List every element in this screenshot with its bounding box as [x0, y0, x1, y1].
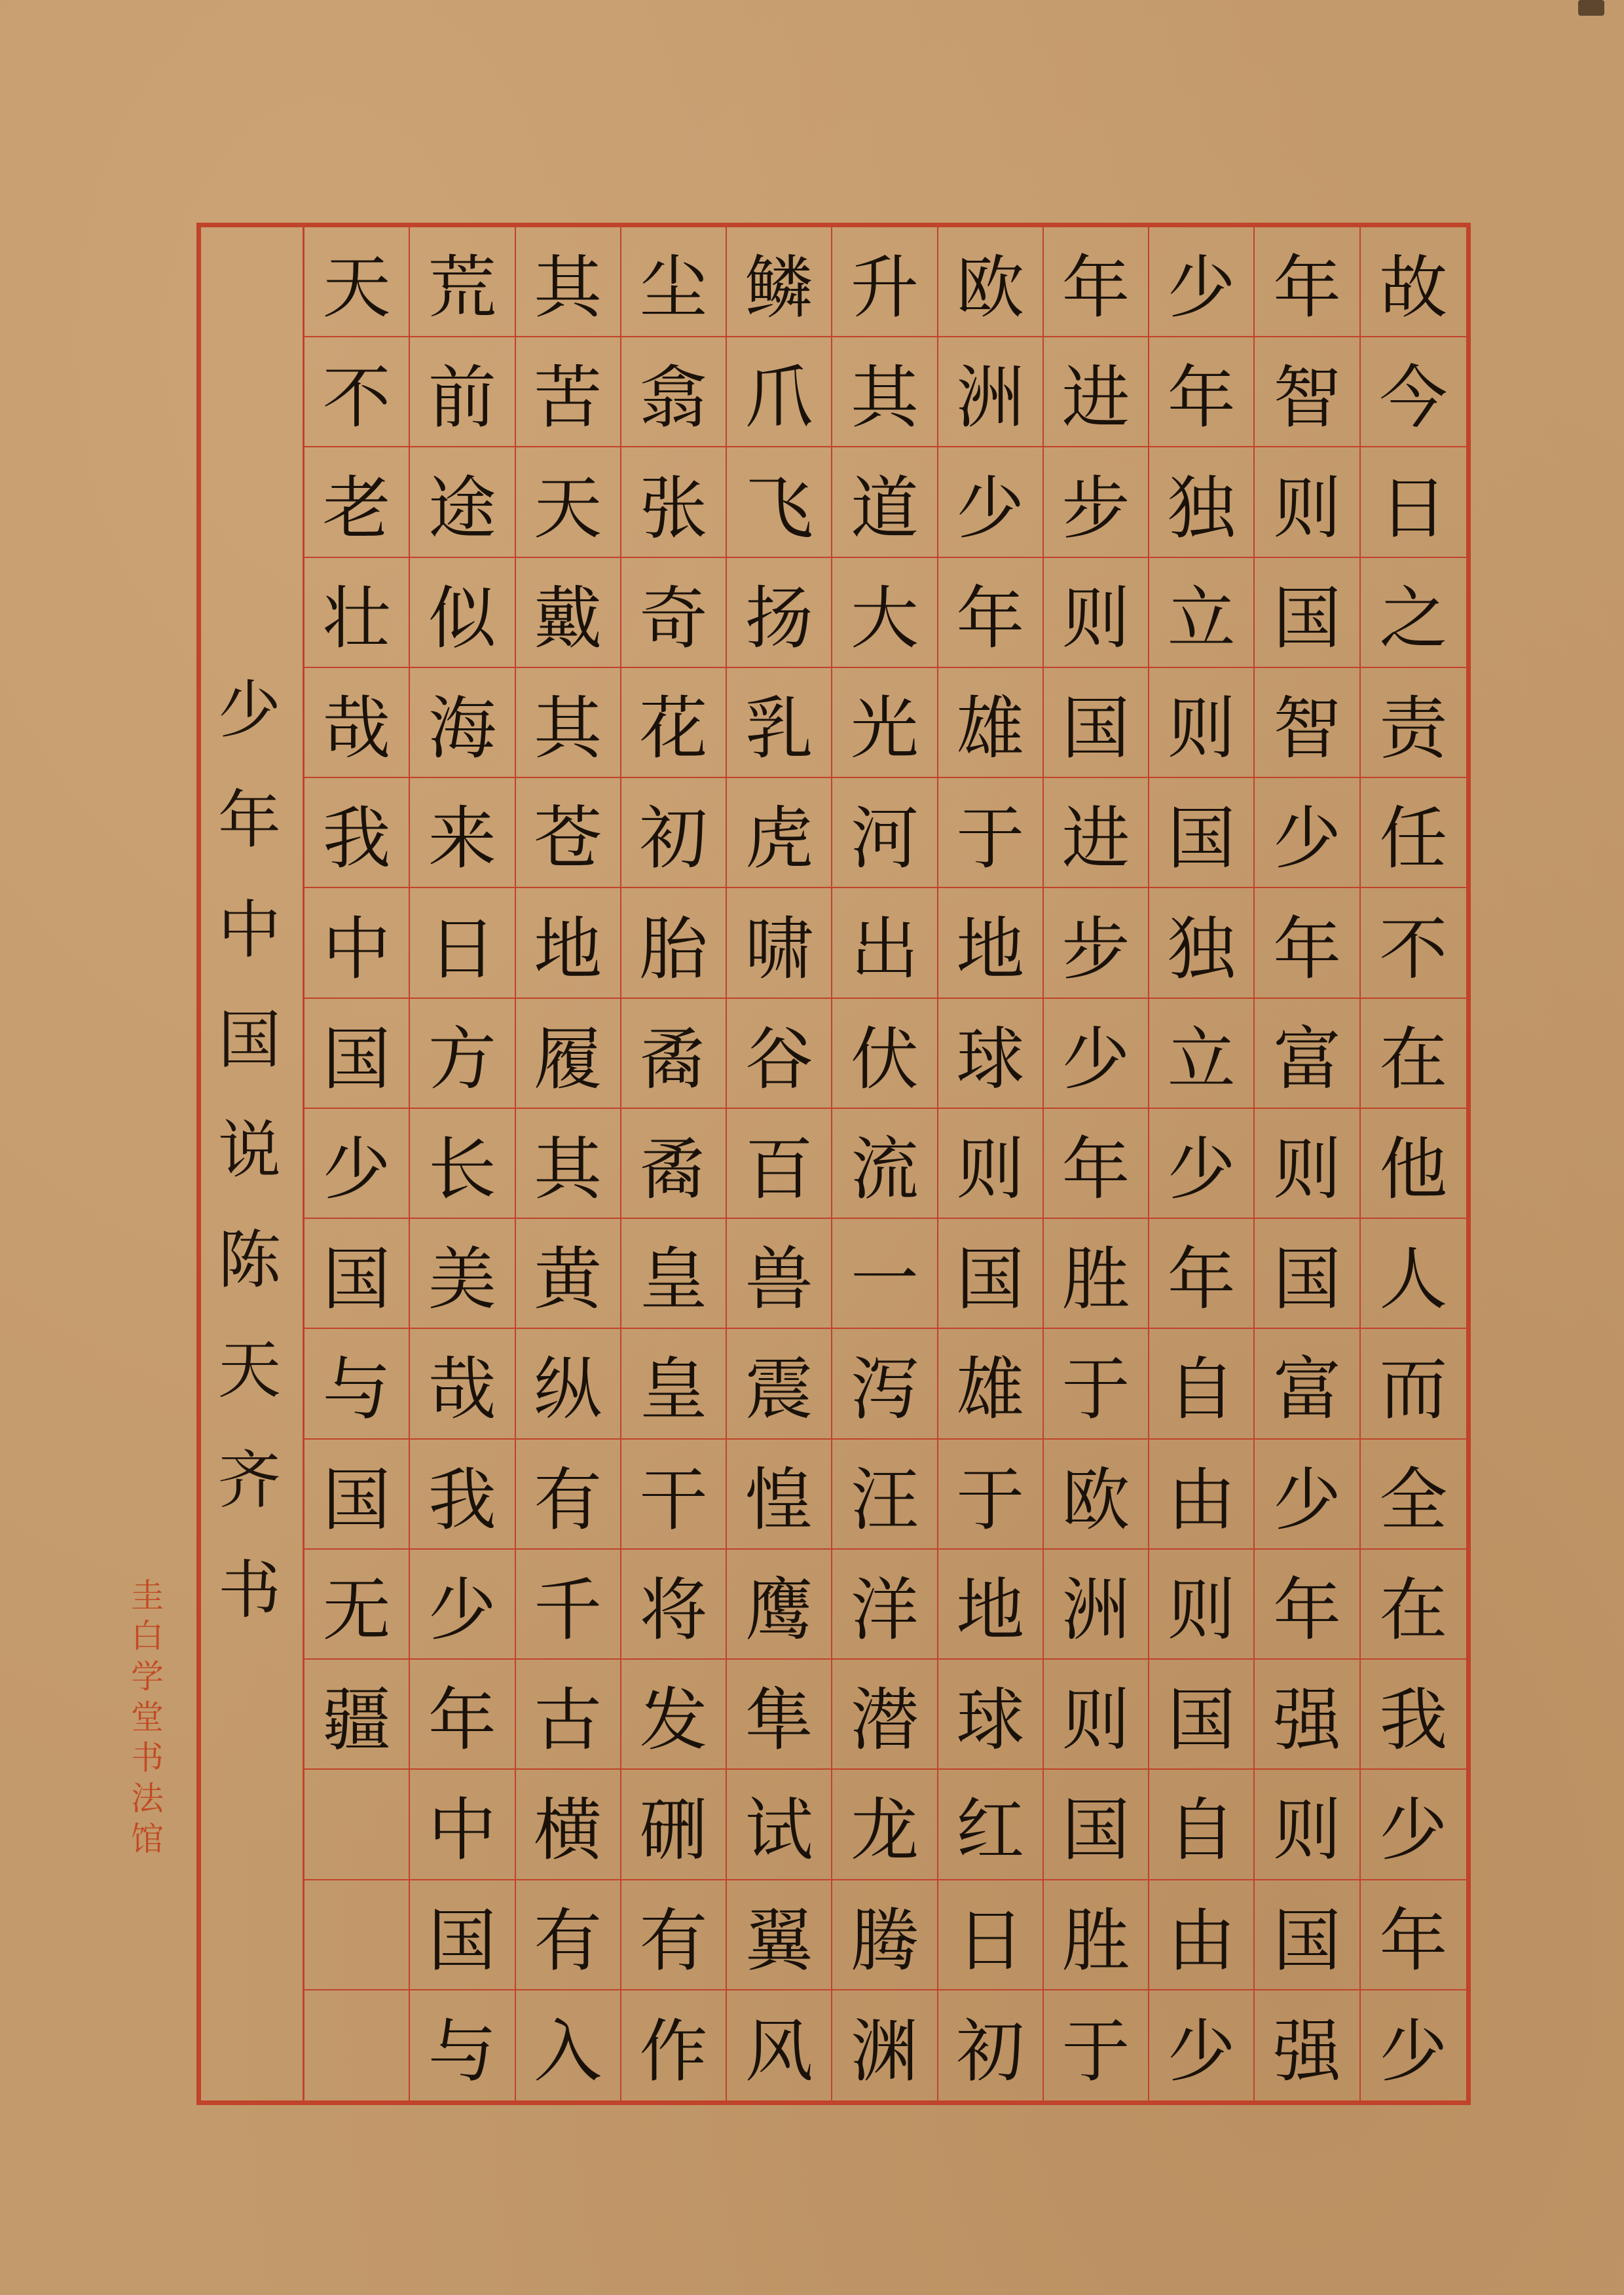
character-cell: 年 [1044, 1109, 1148, 1219]
character-cell: 故 [1361, 227, 1466, 337]
character-cell: 全 [1361, 1440, 1466, 1550]
character-cell: 则 [1255, 1770, 1359, 1880]
signature-character: 书 [218, 1554, 281, 1627]
character-cell: 雄 [938, 668, 1043, 778]
character-cell: 谷 [727, 999, 831, 1109]
character-cell: 花 [621, 668, 726, 778]
character-cell: 风 [745, 2011, 813, 2091]
grid-column [410, 227, 515, 2100]
signature-column [196, 655, 303, 1645]
grid-column [832, 227, 938, 2100]
character-cell: 爪 [727, 337, 831, 447]
character-cell: 无 [304, 1550, 409, 1660]
character-cell: 方 [410, 999, 514, 1109]
character-cell: 兽 [727, 1219, 831, 1329]
character-cell: 有 [621, 1880, 726, 1990]
character-cell: 地 [938, 1550, 1043, 1660]
character-cell: 升 [832, 227, 936, 337]
character-cell: 少 [1255, 778, 1359, 888]
character-cell: 则 [1255, 1109, 1359, 1219]
character-cell: 少 [1379, 2011, 1448, 2091]
character-cell: 中 [410, 1770, 514, 1880]
character-cell: 翼 [727, 1880, 831, 1990]
grid-column [1255, 227, 1360, 2100]
character-cell: 智 [1255, 668, 1359, 778]
character-cell: 独 [1149, 447, 1253, 557]
character-cell: 富 [1255, 1329, 1359, 1439]
character-cell: 矞 [621, 1109, 726, 1219]
grid-column [1361, 227, 1466, 2100]
seal-character: 书 [131, 1739, 164, 1777]
character-cell: 壮 [304, 558, 409, 668]
character-cell: 隼 [727, 1660, 831, 1770]
corner-ink-mark [1578, 0, 1604, 16]
character-cell: 红 [938, 1770, 1043, 1880]
character-cell: 国 [304, 999, 409, 1109]
character-cell: 立 [1149, 558, 1253, 668]
character-cell: 老 [304, 447, 409, 557]
character-cell: 长 [410, 1109, 514, 1219]
character-cell: 将 [621, 1550, 726, 1660]
character-cell: 黄 [516, 1219, 620, 1329]
signature-character: 少 [218, 673, 281, 747]
character-cell: 皇 [621, 1329, 726, 1439]
character-cell: 矞 [621, 999, 726, 1109]
character-cell: 龙 [832, 1770, 936, 1880]
character-cell: 来 [410, 778, 514, 888]
character-cell: 光 [832, 668, 936, 778]
character-cell: 少 [1044, 999, 1148, 1109]
seal-character: 堂 [131, 1698, 164, 1736]
character-cell: 国 [1255, 558, 1359, 668]
grid-column [727, 227, 832, 2100]
character-cell: 自 [1149, 1329, 1253, 1439]
character-cell: 啸 [727, 888, 831, 998]
character-cell: 年 [938, 558, 1043, 668]
character-cell: 张 [621, 447, 726, 557]
character-cell: 年 [410, 1660, 514, 1770]
character-cell: 立 [1149, 999, 1253, 1109]
character-cell [304, 1880, 409, 1990]
character-cell: 乳 [727, 668, 831, 778]
character-cell: 潜 [832, 1660, 936, 1770]
character-cell: 千 [516, 1550, 620, 1660]
character-cell: 独 [1149, 888, 1253, 998]
character-cell: 则 [938, 1109, 1043, 1219]
character-cell: 年 [1044, 227, 1148, 337]
character-cell [304, 1770, 409, 1880]
character-cell: 前 [410, 337, 514, 447]
grid-column [516, 227, 621, 2100]
character-cell: 国 [1255, 1219, 1359, 1329]
signature-character: 国 [218, 1003, 281, 1077]
character-cell: 年 [1149, 1219, 1253, 1329]
character-cell: 翕 [621, 337, 726, 447]
character-cell: 今 [1361, 337, 1466, 447]
character-cell: 伏 [832, 999, 936, 1109]
character-cell: 自 [1149, 1770, 1253, 1880]
character-cell: 国 [304, 1219, 409, 1329]
character-cell: 海 [410, 668, 514, 778]
character-cell: 胜 [1044, 1880, 1148, 1990]
character-cell: 雄 [938, 1329, 1043, 1439]
signature-character: 天 [218, 1334, 281, 1407]
character-cell: 胜 [1044, 1219, 1148, 1329]
character-cell: 途 [410, 447, 514, 557]
character-cell: 与 [304, 1329, 409, 1439]
character-cell: 天 [304, 227, 409, 337]
character-cell: 少 [1255, 1440, 1359, 1550]
character-cell: 我 [410, 1440, 514, 1550]
character-cell: 疆 [304, 1660, 409, 1770]
character-cell: 惶 [727, 1440, 831, 1550]
character-cell: 于 [1061, 2011, 1130, 2091]
seal-character: 法 [131, 1780, 164, 1818]
character-cell: 国 [1149, 1660, 1253, 1770]
character-cell: 于 [938, 778, 1043, 888]
character-cell: 其 [832, 337, 936, 447]
character-cell: 河 [832, 778, 936, 888]
signature-character: 齐 [218, 1444, 281, 1517]
character-cell: 扬 [727, 558, 831, 668]
seal-character: 学 [131, 1658, 164, 1696]
character-cell: 有 [516, 1880, 620, 1990]
character-cell: 国 [1044, 668, 1148, 778]
signature-character: 年 [218, 783, 281, 857]
character-cell: 洲 [1044, 1550, 1148, 1660]
character-cell: 美 [410, 1219, 514, 1329]
character-cell: 步 [1044, 447, 1148, 557]
character-cell: 欧 [1044, 1440, 1148, 1550]
character-cell: 震 [727, 1329, 831, 1439]
character-cell: 初 [956, 2011, 1025, 2091]
character-cell: 富 [1255, 999, 1359, 1109]
character-cell: 一 [832, 1219, 936, 1329]
character-cell: 年 [1255, 888, 1359, 998]
character-cell: 鳞 [727, 227, 831, 337]
grid-column [304, 227, 410, 2100]
character-cell [304, 1990, 409, 2100]
character-cell: 国 [938, 1219, 1043, 1329]
character-cell: 哉 [410, 1329, 514, 1439]
character-cell: 日 [938, 1880, 1043, 1990]
character-cell: 少 [1361, 1770, 1466, 1880]
character-cell: 作 [639, 2011, 708, 2091]
character-cell: 任 [1361, 778, 1466, 888]
character-cell: 入 [534, 2011, 602, 2091]
character-cell: 而 [1361, 1329, 1466, 1439]
character-cell: 苍 [516, 778, 620, 888]
character-cell: 地 [938, 888, 1043, 998]
character-cell: 智 [1255, 337, 1359, 447]
seal-character: 圭 [131, 1577, 164, 1614]
character-cell: 少 [1167, 2011, 1236, 2091]
character-cell: 百 [727, 1109, 831, 1219]
character-cell: 硎 [621, 1770, 726, 1880]
character-cell: 球 [938, 999, 1043, 1109]
character-cell: 哉 [304, 668, 409, 778]
signature-character: 陈 [218, 1223, 281, 1297]
character-cell: 年 [1255, 227, 1359, 337]
character-cell: 少 [938, 447, 1043, 557]
character-cell: 尘 [621, 227, 726, 337]
character-cell: 在 [1361, 999, 1466, 1109]
character-cell: 其 [516, 1109, 620, 1219]
character-cell: 与 [428, 2011, 496, 2091]
character-cell: 少 [304, 1109, 409, 1219]
character-cell: 地 [516, 888, 620, 998]
character-cell: 汪 [832, 1440, 936, 1550]
character-cell: 于 [1044, 1329, 1148, 1439]
seal-character: 馆 [131, 1820, 164, 1858]
character-cell: 古 [516, 1660, 620, 1770]
character-cell: 则 [1044, 1660, 1148, 1770]
character-cell: 国 [1044, 1770, 1148, 1880]
character-cell: 进 [1044, 778, 1148, 888]
character-cell: 渊 [850, 2011, 919, 2091]
character-cell: 流 [832, 1109, 936, 1219]
character-cell: 由 [1149, 1440, 1253, 1550]
character-cell: 有 [516, 1440, 620, 1550]
character-cell: 飞 [727, 447, 831, 557]
signature-character: 中 [218, 893, 281, 967]
character-cell: 责 [1361, 668, 1466, 778]
character-cell: 由 [1149, 1880, 1253, 1990]
character-cell: 则 [1044, 558, 1148, 668]
character-cell: 其 [516, 227, 620, 337]
character-cell: 大 [832, 558, 936, 668]
character-cell: 初 [621, 778, 726, 888]
character-cell: 鹰 [727, 1550, 831, 1660]
character-cell: 日 [1361, 447, 1466, 557]
character-cell: 年 [1255, 1550, 1359, 1660]
character-cell: 似 [410, 558, 514, 668]
character-cell: 于 [938, 1440, 1043, 1550]
character-cell: 泻 [832, 1329, 936, 1439]
character-cell: 发 [621, 1660, 726, 1770]
character-cell: 少 [410, 1550, 514, 1660]
character-cell: 人 [1361, 1219, 1466, 1329]
character-cell: 洲 [938, 337, 1043, 447]
character-cell: 出 [832, 888, 936, 998]
character-cell: 年 [1149, 337, 1253, 447]
character-cell: 胎 [621, 888, 726, 998]
character-cell: 国 [304, 1440, 409, 1550]
character-cell: 国 [1255, 1880, 1359, 1990]
character-cell: 国 [1149, 778, 1253, 888]
character-cell: 国 [410, 1880, 514, 1990]
character-cell: 少 [1149, 227, 1253, 337]
character-cell: 少 [1149, 1109, 1253, 1219]
seal-character: 白 [131, 1617, 164, 1655]
character-cell: 横 [516, 1770, 620, 1880]
character-cell: 不 [304, 337, 409, 447]
grid-column [1149, 227, 1255, 2100]
character-cell: 试 [727, 1770, 831, 1880]
character-cell: 虎 [727, 778, 831, 888]
character-cell: 日 [410, 888, 514, 998]
character-cell: 强 [1273, 2011, 1342, 2091]
character-cell: 则 [1149, 668, 1253, 778]
character-cell: 在 [1361, 1550, 1466, 1660]
calligraphy-grid [304, 227, 1466, 2100]
character-cell: 球 [938, 1660, 1043, 1770]
character-cell: 纵 [516, 1329, 620, 1439]
character-cell: 中 [304, 888, 409, 998]
character-cell: 其 [516, 668, 620, 778]
character-cell: 洋 [832, 1550, 936, 1660]
character-cell: 履 [516, 999, 620, 1109]
character-cell: 他 [1361, 1109, 1466, 1219]
character-cell: 荒 [410, 227, 514, 337]
character-cell: 之 [1361, 558, 1466, 668]
character-cell: 天 [516, 447, 620, 557]
grid-column [621, 227, 727, 2100]
character-cell: 年 [1361, 1880, 1466, 1990]
character-cell: 我 [1361, 1660, 1466, 1770]
grid-column [938, 227, 1044, 2100]
character-cell: 皇 [621, 1219, 726, 1329]
character-cell: 苦 [516, 337, 620, 447]
character-cell: 不 [1361, 888, 1466, 998]
character-cell: 奇 [621, 558, 726, 668]
studio-seal [124, 1575, 170, 1859]
character-cell: 我 [304, 778, 409, 888]
character-cell: 则 [1255, 447, 1359, 557]
character-cell: 欧 [938, 227, 1043, 337]
character-cell: 道 [832, 447, 936, 557]
character-cell: 步 [1044, 888, 1148, 998]
character-cell: 戴 [516, 558, 620, 668]
signature-character: 说 [218, 1113, 281, 1187]
character-cell: 干 [621, 1440, 726, 1550]
grid-column [1044, 227, 1149, 2100]
character-cell: 腾 [832, 1880, 936, 1990]
character-cell: 进 [1044, 337, 1148, 447]
character-cell: 则 [1149, 1550, 1253, 1660]
character-cell: 强 [1255, 1660, 1359, 1770]
